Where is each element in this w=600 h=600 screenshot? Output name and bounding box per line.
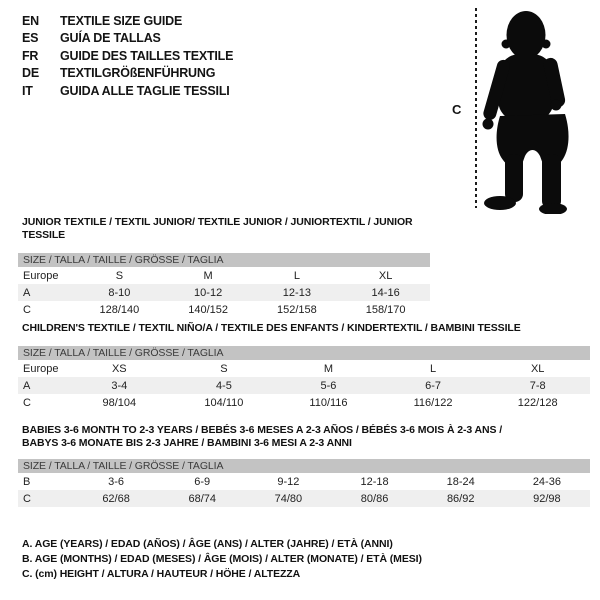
language-code: DE — [22, 66, 39, 81]
language-title-list — [22, 13, 233, 100]
size-cell: L — [430, 362, 437, 375]
row-label: A — [23, 379, 31, 392]
language-code: EN — [22, 14, 39, 28]
size-cell: L — [293, 269, 300, 282]
size-cell: 122/128 — [517, 396, 558, 409]
size-cell: 140/152 — [188, 303, 228, 316]
size-header-bar: SIZE / TALLA / TAILLE / GRÖSSE / TAGLIA — [18, 253, 430, 267]
row-label: C — [23, 492, 31, 505]
size-table — [18, 267, 430, 318]
size-cell: 110/116 — [309, 396, 348, 409]
row-label: C — [23, 396, 31, 409]
legend-notes — [22, 537, 422, 583]
table-title — [18, 216, 430, 242]
language-row — [22, 65, 233, 82]
table-title — [18, 424, 590, 450]
size-cell: 152/158 — [276, 303, 317, 316]
height-figure — [452, 4, 598, 216]
row-label: Europe — [23, 362, 59, 375]
table-row — [18, 301, 430, 318]
legend-note-line: A. AGE (YEARS) / EDAD (AÑOS) / ÂGE (ANS) / ALTER (JAHRE) / ETÀ (ANNI) — [22, 538, 393, 550]
size-cell: 3-4 — [111, 379, 128, 392]
size-cell: 158/170 — [365, 303, 406, 316]
legend-note-line: C. (cm) HEIGHT / ALTURA / HAUTEUR / HÖHE / ALTEZZA — [22, 568, 301, 581]
table-title-line: CHILDREN'S TEXTILE / TEXTIL NIÑO/A / TEXTILE DES ENFANTS / KINDERTEXTIL / BAMBINI TESSILE — [22, 322, 521, 334]
legend-note-line: B. AGE (MONTHS) / EDAD (MESES) / ÂGE (MOIS) / ALTER (MONATE) / ETÀ (MESI) — [22, 553, 422, 566]
table-row — [18, 377, 590, 394]
size-cell: 104/110 — [204, 396, 244, 409]
size-cell: 10-12 — [194, 286, 223, 299]
size-cell: 128/140 — [99, 303, 140, 316]
language-title: GUIDA ALLE TAGLIE TESSILI — [60, 83, 230, 98]
size-cell: XS — [111, 362, 127, 375]
size-header-bar: SIZE / TALLA / TAILLE / GRÖSSE / TAGLIA — [18, 459, 590, 473]
size-cell: 12-18 — [360, 475, 389, 488]
size-cell: 18-24 — [446, 475, 475, 488]
table-row — [18, 267, 430, 284]
size-cell: 5-6 — [320, 379, 337, 392]
babies-textile-table — [18, 424, 590, 507]
size-cell: 8-10 — [108, 286, 131, 299]
size-cell: 6-9 — [194, 475, 211, 488]
size-table — [18, 360, 590, 411]
size-cell: 3-6 — [108, 475, 125, 488]
size-cell: S — [115, 269, 124, 282]
size-cell: 6-7 — [425, 379, 442, 392]
size-cell: 68/74 — [188, 492, 216, 505]
table-title — [18, 322, 590, 335]
table-row — [18, 473, 590, 490]
language-code: FR — [22, 48, 39, 63]
table-row — [18, 284, 430, 301]
size-cell: 116/122 — [413, 396, 453, 409]
height-dashed-line — [475, 8, 477, 208]
row-label: C — [23, 303, 31, 316]
size-cell: 9-12 — [277, 475, 300, 488]
size-cell: S — [220, 362, 228, 375]
size-cell: XL — [378, 269, 393, 282]
language-row — [22, 13, 233, 30]
table-row — [18, 360, 590, 377]
table-title-line: BABIES 3-6 MONTH TO 2-3 YEARS / BEBÉS 3-6 MESES A 2-3 AÑOS / BÉBÉS 3-6 MOIS À 2-3 ANS / — [22, 424, 503, 436]
children-textile-table — [18, 322, 590, 411]
size-cell: 24-36 — [532, 475, 561, 488]
size-cell: 86/92 — [446, 492, 475, 505]
language-code: IT — [22, 83, 33, 98]
table-title-line: JUNIOR TEXTILE / TEXTIL JUNIOR/ TEXTILE JUNIOR / JUNIORTEXTIL / JUNIOR TESSILE — [22, 216, 413, 241]
language-row — [22, 30, 233, 47]
size-cell: M — [323, 362, 334, 375]
language-title: TEXTILE SIZE GUIDE — [60, 14, 183, 28]
size-cell: XL — [530, 362, 545, 375]
row-label: Europe — [23, 269, 59, 282]
language-row — [22, 83, 233, 100]
language-title: TEXTILGRÖßENFÜHRUNG — [60, 66, 216, 81]
size-cell: 12-13 — [282, 286, 311, 299]
table-row — [18, 490, 590, 507]
size-cell: M — [203, 269, 213, 282]
baby-silhouette-image — [480, 4, 586, 214]
size-cell: 4-5 — [215, 379, 232, 392]
table-row — [18, 394, 590, 411]
size-cell: 80/86 — [360, 492, 389, 505]
size-header-bar: SIZE / TALLA / TAILLE / GRÖSSE / TAGLIA — [18, 346, 590, 360]
language-row — [22, 48, 233, 65]
size-cell: 92/98 — [533, 492, 561, 505]
size-cell: 74/80 — [274, 492, 303, 505]
size-cell: 98/104 — [102, 396, 137, 409]
height-marker-label: C — [452, 102, 462, 117]
row-label: B — [23, 475, 31, 488]
size-cell: 62/68 — [102, 492, 130, 505]
row-label: A — [23, 286, 31, 299]
table-title-line: BABYS 3-6 MONATE BIS 2-3 JAHRE / BAMBINI 3-6 MESI A 2-3 ANNI — [22, 437, 352, 449]
size-table — [18, 473, 590, 507]
junior-textile-table — [18, 216, 430, 318]
language-code: ES — [22, 31, 39, 46]
language-title: GUÍA DE TALLAS — [60, 31, 161, 46]
language-title: GUIDE DES TAILLES TEXTILE — [60, 48, 234, 63]
size-cell: 14-16 — [371, 286, 400, 299]
size-cell: 7-8 — [529, 379, 546, 392]
